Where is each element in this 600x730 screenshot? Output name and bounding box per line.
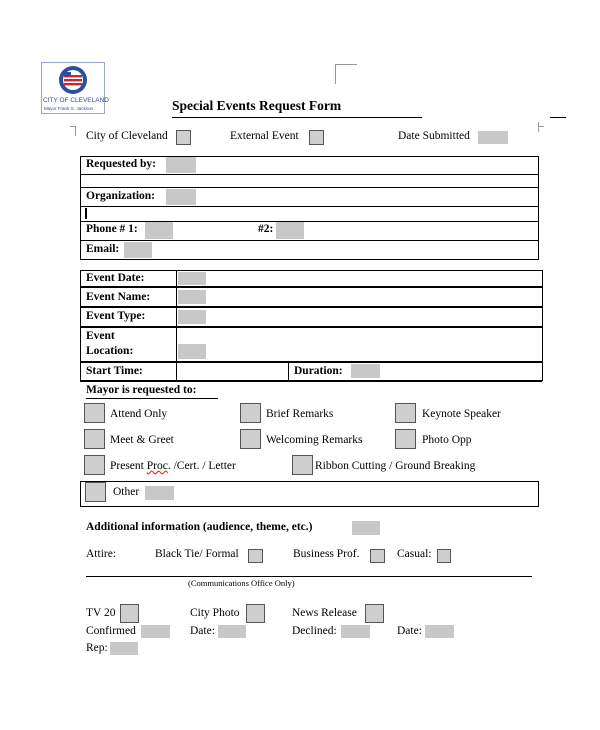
event-date-label: Event Date: — [86, 272, 145, 284]
casual-label: Casual: — [397, 548, 432, 560]
title-underline — [172, 117, 422, 118]
event-location-field[interactable] — [178, 344, 206, 359]
comm-office-rule — [86, 576, 532, 577]
attend-only-checkbox[interactable] — [84, 403, 105, 423]
city-photo-checkbox[interactable] — [246, 604, 265, 623]
date-label-1: Date: — [190, 625, 215, 637]
comm-office-note: (Communications Office Only) — [188, 578, 295, 588]
tv20-checkbox[interactable] — [120, 604, 139, 623]
corner-mark — [335, 64, 336, 84]
ribbon-cutting-checkbox[interactable] — [292, 455, 313, 475]
contact-left-border — [80, 156, 81, 260]
photo-opp-label: Photo Opp — [422, 434, 472, 446]
text-cursor — [85, 208, 87, 219]
corner-mark — [70, 126, 76, 127]
event-row-divider — [80, 306, 542, 308]
event-row-divider — [80, 286, 542, 288]
date-submitted-field[interactable] — [478, 131, 508, 144]
black-tie-checkbox[interactable] — [248, 549, 263, 563]
start-time-label: Start Time: — [86, 365, 143, 377]
rep-field[interactable] — [110, 642, 138, 655]
external-event-checkbox[interactable] — [309, 130, 324, 145]
contact-row-divider — [80, 187, 538, 188]
contact-row-divider — [80, 240, 538, 241]
event-right-border — [542, 270, 543, 381]
additional-info-field[interactable] — [352, 521, 380, 535]
present-label-part: Present — [110, 460, 147, 472]
meet-greet-label: Meet & Greet — [110, 434, 174, 446]
tv20-label: TV 20 — [86, 607, 116, 619]
event-type-field[interactable] — [178, 310, 206, 324]
meet-greet-checkbox[interactable] — [84, 429, 105, 449]
other-box-right — [538, 481, 539, 507]
news-release-checkbox[interactable] — [365, 604, 384, 623]
other-box-top — [80, 481, 538, 482]
title-rule-right — [550, 117, 566, 118]
organization-field[interactable] — [166, 189, 196, 205]
ribbon-cutting-label: Ribbon Cutting / Ground Breaking — [315, 460, 476, 472]
city-seal-icon — [55, 65, 91, 95]
corner-mark — [538, 126, 544, 127]
event-top-border — [80, 270, 542, 271]
event-type-label: Event Type: — [86, 310, 146, 322]
email-label: Email: — [86, 243, 120, 255]
phone-2-field[interactable] — [276, 222, 304, 239]
casual-checkbox[interactable] — [437, 549, 451, 563]
brief-remarks-label: Brief Remarks — [266, 408, 334, 420]
corner-mark — [75, 126, 76, 136]
attire-label: Attire: — [86, 548, 117, 560]
requested-by-label: Requested by: — [86, 158, 156, 170]
welcoming-remarks-checkbox[interactable] — [240, 429, 261, 449]
logo-subtitle: Mayor Frank G. Jackson — [44, 106, 94, 111]
news-release-label: News Release — [292, 607, 357, 619]
phone-1-field[interactable] — [145, 222, 173, 239]
event-bottom-border — [80, 380, 542, 382]
proc-label-part: Proc — [146, 460, 168, 472]
confirmed-field[interactable] — [141, 625, 170, 638]
mayor-heading: Mayor is requested to: — [86, 384, 197, 396]
mayor-heading-underline — [86, 398, 218, 399]
start-duration-divider — [288, 362, 289, 381]
duration-label: Duration: — [294, 365, 343, 377]
date-submitted-label: Date Submitted — [398, 130, 470, 142]
additional-info-heading: Additional information (audience, theme, etc.) — [86, 521, 313, 533]
event-date-field[interactable] — [178, 272, 206, 285]
logo-city-name: CITY OF CLEVELAND — [43, 97, 109, 104]
date-field-1[interactable] — [218, 625, 246, 638]
attend-only-label: Attend Only — [110, 408, 168, 420]
page-title: Special Events Request Form — [172, 98, 342, 113]
contact-bottom-border — [80, 259, 538, 260]
cert-letter-label-part: . /Cert. / Letter — [167, 460, 236, 472]
city-photo-label: City Photo — [190, 607, 240, 619]
email-field[interactable] — [124, 242, 152, 258]
event-name-label: Event Name: — [86, 291, 151, 303]
business-prof-label: Business Prof. — [293, 548, 360, 560]
other-field[interactable] — [145, 486, 174, 500]
other-box-bottom — [80, 506, 538, 507]
event-location-label: Location: — [86, 345, 134, 357]
black-tie-label: Black Tie/ Formal — [155, 548, 239, 560]
city-of-cleveland-label: City of Cleveland — [86, 130, 168, 142]
confirmed-label: Confirmed — [86, 625, 136, 637]
contact-top-border — [80, 156, 538, 157]
brief-remarks-checkbox[interactable] — [240, 403, 261, 423]
present-proc-checkbox[interactable] — [84, 455, 105, 475]
organization-label: Organization: — [86, 190, 155, 202]
duration-field[interactable] — [351, 364, 380, 378]
requested-by-field[interactable] — [166, 157, 196, 173]
welcoming-remarks-label: Welcoming Remarks — [266, 434, 363, 446]
other-box-left — [80, 481, 81, 507]
date-label-2: Date: — [397, 625, 422, 637]
contact-row-divider — [80, 174, 538, 175]
contact-row-divider — [80, 206, 538, 207]
other-label: Other — [113, 486, 140, 498]
city-of-cleveland-checkbox[interactable] — [176, 130, 191, 145]
photo-opp-checkbox[interactable] — [395, 429, 416, 449]
city-logo — [41, 62, 109, 114]
event-name-field[interactable] — [178, 290, 206, 304]
other-checkbox[interactable] — [85, 482, 106, 502]
business-prof-checkbox[interactable] — [370, 549, 385, 563]
phone-1-label: Phone # 1: — [86, 223, 138, 235]
event-row-divider — [80, 361, 542, 363]
corner-mark — [335, 64, 357, 65]
keynote-speaker-checkbox[interactable] — [395, 403, 416, 423]
event-location-label: Event — [86, 330, 115, 342]
declined-label: Declined: — [292, 625, 337, 637]
phone-2-label: #2: — [258, 223, 274, 235]
date-field-2[interactable] — [425, 625, 454, 638]
corner-mark — [538, 122, 539, 132]
event-row-divider — [80, 326, 542, 328]
present-proc-label — [110, 460, 236, 472]
declined-field[interactable] — [341, 625, 370, 638]
rep-label: Rep: — [86, 642, 108, 654]
contact-right-border — [538, 156, 539, 260]
keynote-speaker-label: Keynote Speaker — [422, 408, 501, 420]
external-event-label: External Event — [230, 130, 299, 142]
